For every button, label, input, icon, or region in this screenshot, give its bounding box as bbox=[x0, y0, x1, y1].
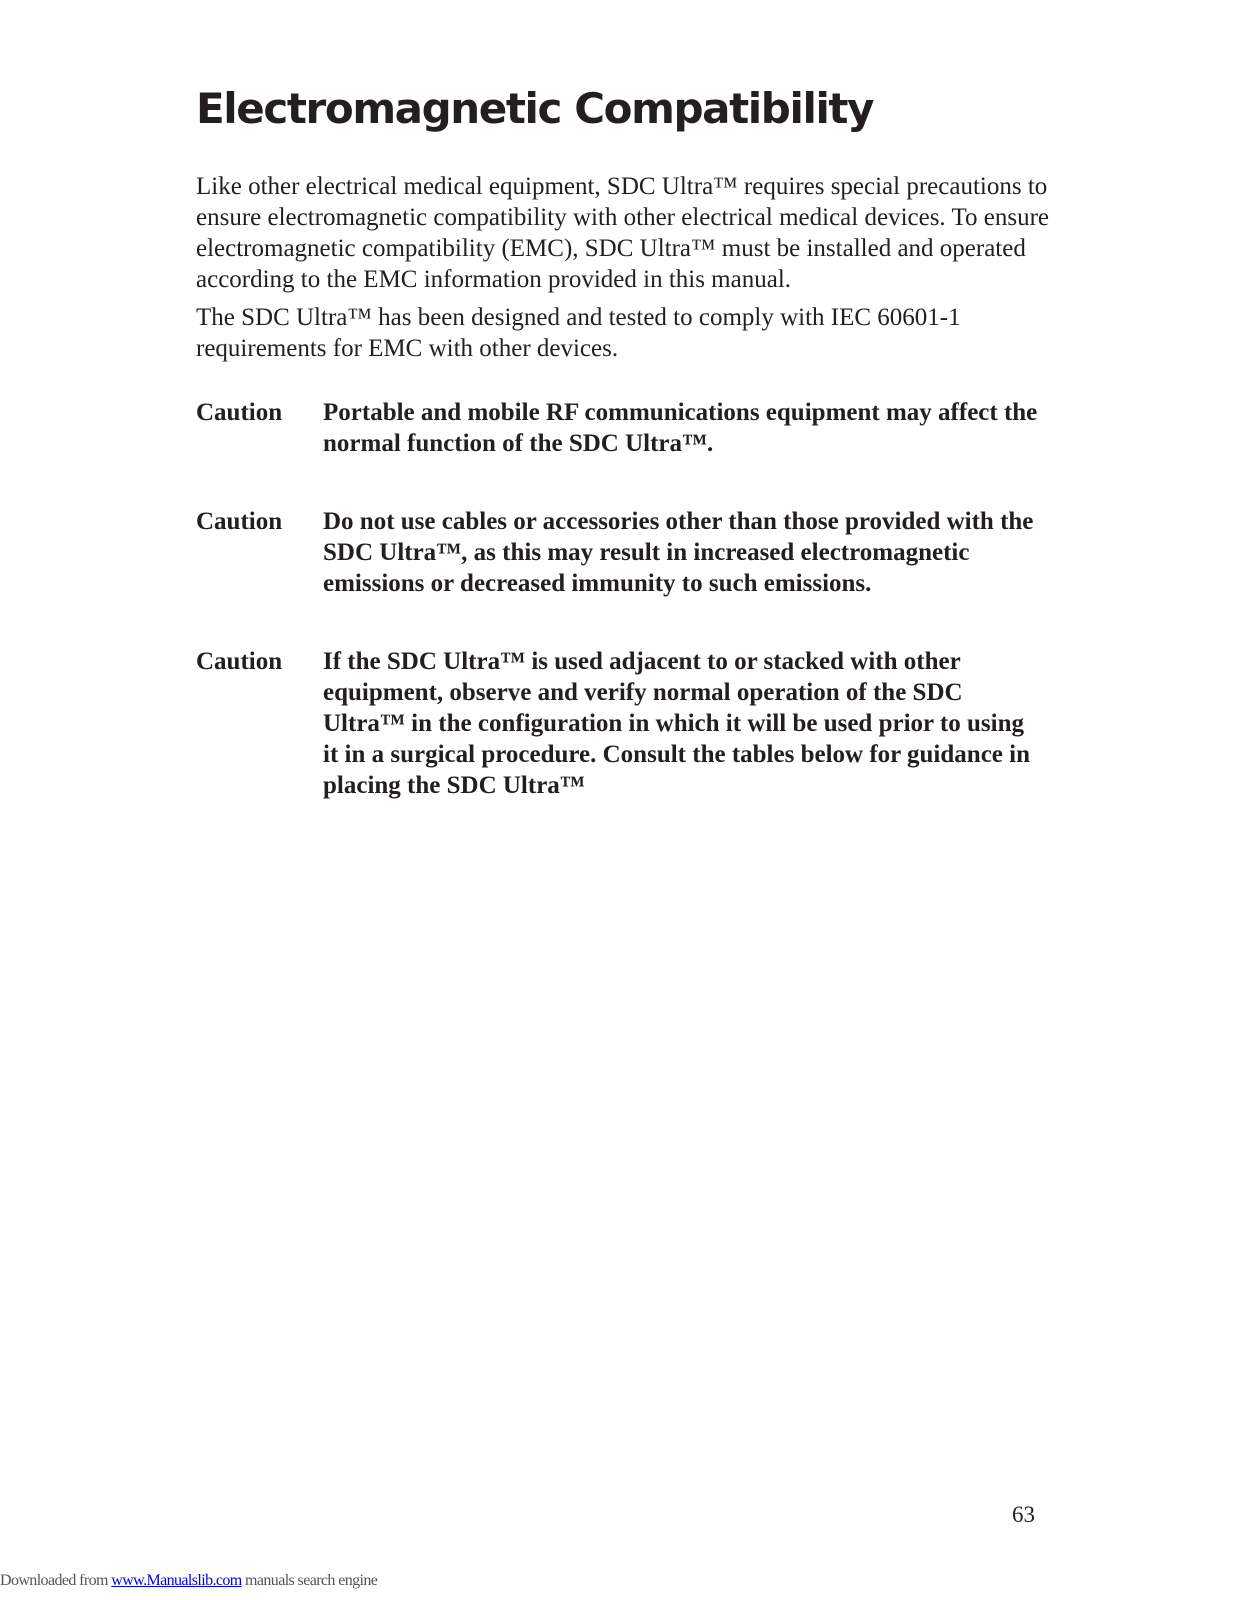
manualslib-link[interactable]: www.Manualslib.com bbox=[111, 1572, 242, 1589]
caution-label: Caution bbox=[196, 508, 283, 535]
intro-paragraph: Like other electrical medical equipment, SDC Ultra™ requires special precautions to ensure electromagnetic compatibility with other electrical medical devices. To ensure electromagnetic compatibility (EMC), SDC Ultra™ must be installed and operated according to the EMC information provided in this manual. bbox=[196, 173, 1050, 293]
page-number: 63 bbox=[1012, 1502, 1035, 1527]
page-title: Electromagnetic Compatibility bbox=[196, 84, 874, 133]
footer-suffix: manuals search engine bbox=[241, 1572, 378, 1589]
compliance-paragraph: The SDC Ultra™ has been designed and tested to comply with IEC 60601-1 requirements for EMC with other devices. bbox=[196, 304, 961, 362]
caution-text: If the SDC Ultra™ is used adjacent to or stacked with other equipment, observe and verify normal operation of the SDC Ultra™ in the configuration in which it will be used prior to using it in a surgical procedure. Consult the tables below for guidance in placing the SDC Ultra™ bbox=[323, 648, 1030, 799]
caution-label: Caution bbox=[196, 648, 283, 675]
footer-prefix: Downloaded from bbox=[0, 1572, 112, 1589]
caution-text: Do not use cables or accessories other than those provided with the SDC Ultra™, as this may result in increased electromagnetic emissions or decreased immunity to such emissions. bbox=[323, 508, 1034, 597]
download-footer bbox=[0, 1572, 377, 1590]
caution-label: Caution bbox=[196, 399, 283, 426]
caution-text: Portable and mobile RF communications equipment may affect the normal function of the SDC Ultra™. bbox=[323, 399, 1038, 457]
